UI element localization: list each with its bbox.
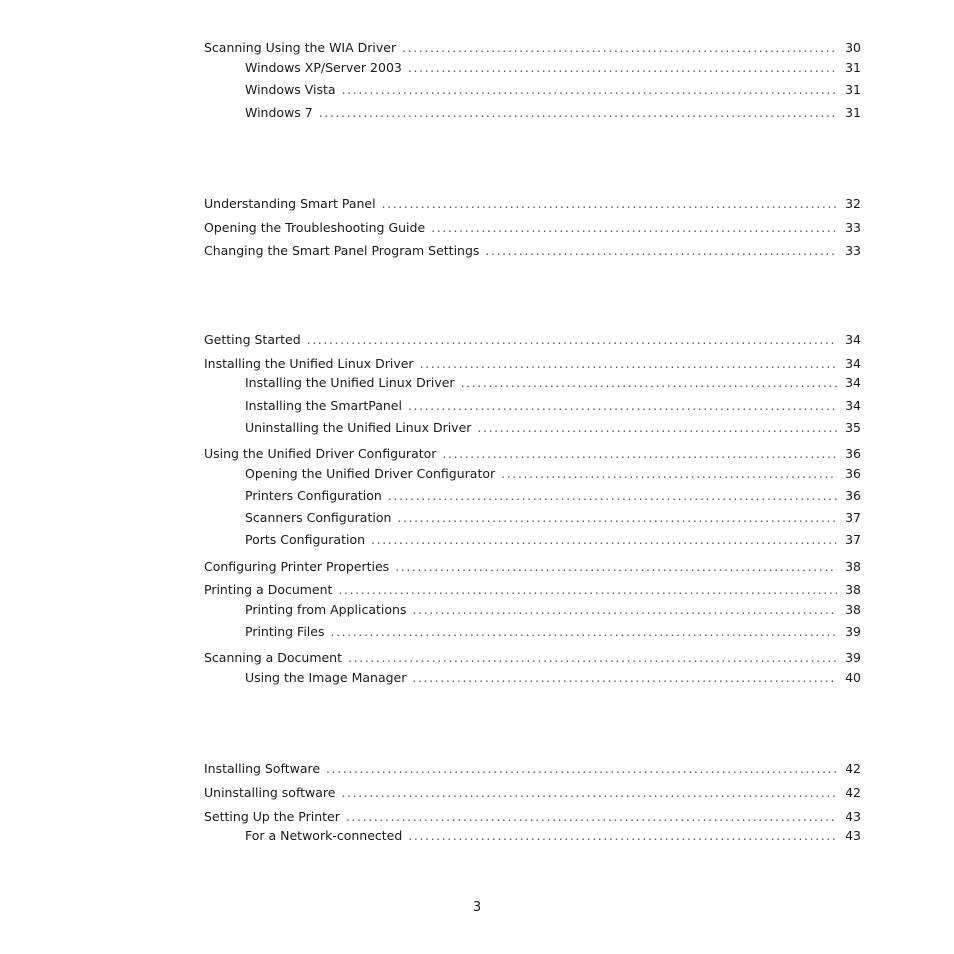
toc-entry-title: Installing the Unified Linux Driver (245, 375, 455, 390)
toc-leader-dots (307, 331, 837, 349)
toc-leader-dots (319, 104, 837, 122)
toc-entry-page: 42 (845, 785, 861, 800)
toc-subentry[interactable] (245, 465, 861, 483)
toc-entry-title: Understanding Smart Panel (204, 196, 376, 211)
toc-entry-title: Windows 7 (245, 105, 313, 120)
toc-leader-dots (326, 760, 837, 778)
toc-entry-title: Printers Configuration (245, 488, 382, 503)
toc-subentry[interactable] (245, 374, 861, 392)
toc-leader-dots (420, 355, 837, 373)
toc-subentry[interactable] (245, 669, 861, 687)
toc-entry-page: 37 (845, 532, 861, 547)
toc-entry-page: 33 (845, 243, 861, 258)
toc-entry-title: Configuring Printer Properties (204, 559, 390, 574)
toc-entry-page: 38 (845, 559, 861, 574)
toc-leader-dots (485, 242, 837, 260)
toc-entry-title: Opening the Troubleshooting Guide (204, 220, 426, 235)
toc-subentry[interactable] (245, 531, 861, 549)
toc-entry-title: Installing the SmartPanel (245, 398, 402, 413)
toc-leader-dots (412, 601, 837, 619)
toc-subentry[interactable] (245, 601, 861, 619)
toc-entry-page: 31 (845, 105, 861, 120)
toc-subentry[interactable] (245, 419, 861, 437)
toc-subentry[interactable] (245, 104, 861, 122)
toc-entry-page: 43 (845, 809, 861, 824)
toc-entry-title: Installing Software (204, 761, 321, 776)
toc-entry-page: 40 (845, 670, 861, 685)
toc-leader-dots (501, 465, 837, 483)
toc-leader-dots (388, 487, 837, 505)
toc-entry-title: Using the Unified Driver Configurator (204, 446, 437, 461)
toc-entry-page: 34 (845, 356, 861, 371)
toc-leader-dots (408, 827, 837, 845)
toc-entry-page: 30 (845, 40, 861, 55)
toc-entry-page: 35 (845, 420, 861, 435)
toc-entry-page: 34 (845, 398, 861, 413)
toc-leader-dots (442, 445, 837, 463)
toc-subentry[interactable] (245, 81, 861, 99)
toc-subentry[interactable] (245, 623, 861, 641)
toc-leader-dots (477, 419, 837, 437)
toc-subentry[interactable] (245, 59, 861, 77)
toc-entry[interactable] (204, 760, 861, 778)
toc-leader-dots (346, 808, 837, 826)
toc-entry[interactable] (204, 331, 861, 349)
toc-entry-page: 39 (845, 650, 861, 665)
toc-entry-title: Printing a Document (204, 582, 333, 597)
toc-leader-dots (408, 59, 837, 77)
toc-entry[interactable] (204, 558, 861, 576)
toc-entry[interactable] (204, 649, 861, 667)
toc-entry-title: Scanners Configuration (245, 510, 392, 525)
toc-entry-page: 39 (845, 624, 861, 639)
toc-leader-dots (341, 784, 837, 802)
toc-leader-dots (402, 39, 837, 57)
toc-entry-page: 31 (845, 60, 861, 75)
toc-entry[interactable] (204, 39, 861, 57)
toc-entry-title: Opening the Unified Driver Configurator (245, 466, 496, 481)
toc-entry[interactable] (204, 445, 861, 463)
page-number: 3 (472, 900, 482, 915)
toc-entry-title: Windows Vista (245, 82, 336, 97)
toc-entry[interactable] (204, 581, 861, 599)
toc-entry-page: 38 (845, 602, 861, 617)
toc-leader-dots (395, 558, 837, 576)
toc-entry[interactable] (204, 242, 861, 260)
toc-entry-page: 33 (845, 220, 861, 235)
toc-entry-title: For a Network-connected (245, 828, 403, 843)
toc-entry-title: Uninstalling software (204, 785, 336, 800)
toc-subentry[interactable] (245, 487, 861, 505)
toc-leader-dots (431, 219, 837, 237)
toc-entry[interactable] (204, 784, 861, 802)
toc-entry-page: 36 (845, 446, 861, 461)
toc-entry-title: Printing Files (245, 624, 325, 639)
toc-subentry[interactable] (245, 397, 861, 415)
toc-entry-page: 31 (845, 82, 861, 97)
toc-leader-dots (348, 649, 837, 667)
toc-entry-title: Scanning Using the WIA Driver (204, 40, 397, 55)
toc-entry-title: Setting Up the Printer (204, 809, 340, 824)
toc-entry-title: Printing from Applications (245, 602, 407, 617)
toc-entry[interactable] (204, 808, 861, 826)
toc-entry-page: 34 (845, 332, 861, 347)
toc-entry-page: 34 (845, 375, 861, 390)
toc-entry-title: Installing the Unified Linux Driver (204, 356, 414, 371)
toc-entry-page: 38 (845, 582, 861, 597)
toc-subentry[interactable] (245, 509, 861, 527)
toc-leader-dots (371, 531, 837, 549)
toc-leader-dots (412, 669, 837, 687)
toc-leader-dots (331, 623, 838, 641)
toc-entry-title: Getting Started (204, 332, 301, 347)
toc-subentry[interactable] (245, 827, 861, 845)
toc-entry-page: 32 (845, 196, 861, 211)
toc-leader-dots (461, 374, 837, 392)
toc-leader-dots (382, 195, 837, 213)
toc-leader-dots (397, 509, 837, 527)
toc-entry-title: Changing the Smart Panel Program Settings (204, 243, 480, 258)
toc-leader-dots (338, 581, 837, 599)
toc-entry-page: 37 (845, 510, 861, 525)
toc-entry-page: 36 (845, 466, 861, 481)
toc-leader-dots (342, 81, 837, 99)
toc-entry-title: Using the Image Manager (245, 670, 407, 685)
toc-entry-title: Uninstalling the Unified Linux Driver (245, 420, 472, 435)
toc-entry-title: Scanning a Document (204, 650, 343, 665)
toc-leader-dots (408, 397, 837, 415)
toc-entry[interactable] (204, 219, 861, 237)
toc-entry[interactable] (204, 195, 861, 213)
toc-entry-page: 42 (845, 761, 861, 776)
toc-entry-title: Ports Configuration (245, 532, 366, 547)
toc-entry-page: 43 (845, 828, 861, 843)
toc-entry-page: 36 (845, 488, 861, 503)
toc-entry-title: Windows XP/Server 2003 (245, 60, 402, 75)
toc-entry[interactable] (204, 355, 861, 373)
